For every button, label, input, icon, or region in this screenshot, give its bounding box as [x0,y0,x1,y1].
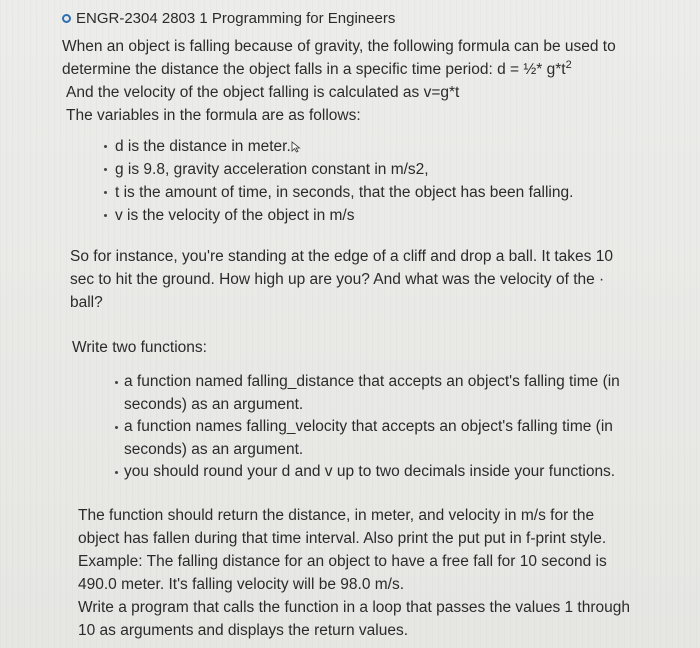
functions-list [62,371,640,484]
list-item: a function names falling_velocity that accepts an object's falling time (in seconds) as an argument. [115,416,640,461]
exponent: 2 [565,58,572,71]
details-line-2: object has fallen during that time interval. Also print the put put in f-print style. [78,529,607,547]
intro-line-3: And the velocity of the object falling is calculated as v=g*t [66,84,460,101]
details-line-4: 490.0 meter. It's falling velocity will be 98.0 m/s. [78,575,405,593]
course-title: ENGR-2304 2803 1 Programming for Engineers [76,10,396,27]
details-line-3: Example: The falling distance for an object to have a free fall for 10 second is [78,552,607,570]
bullet-circle-icon [62,14,71,23]
intro-section [62,35,640,127]
details-line-5: Write a program that calls the function in a loop that passes the values 1 through [78,598,631,616]
scenario-line-3: ball? [70,294,103,311]
details-section [62,504,640,642]
intro-line-1: When an object is falling because of gravity, the following formula can be used to [62,38,616,55]
list-item: you should round your d and v up to two decimals inside your functions. [115,461,640,484]
page-title [62,10,640,27]
scenario-line-1: So for instance, you're standing at the edge of a cliff and drop a ball. It takes 10 [70,248,613,265]
details-line-1: The function should return the distance, in meter, and velocity in m/s for the [78,506,595,524]
task-heading: Write two functions: [72,339,207,356]
mouse-cursor-icon [291,141,303,153]
scenario-line-2: sec to hit the ground. How high up are you? And what was the velocity of the · [70,271,605,288]
variables-list [62,135,640,227]
list-item: d is the distance in meter. [104,135,640,158]
scenario-section [62,245,640,314]
list-item: v is the velocity of the object in m/s [104,204,640,227]
list-item: t is the amount of time, in seconds, that the object has been falling. [104,181,640,204]
list-item: g is 9.8, gravity acceleration constant in m/s2, [104,158,640,181]
details-line-6: 10 as arguments and displays the return values. [78,621,408,639]
list-item: a function named falling_distance that accepts an object's falling time (in seconds) as an argument. [115,371,640,416]
intro-line-4: The variables in the formula are as follows: [66,107,361,124]
intro-line-2: determine the distance the object falls in a specific time period: d = ½* $g*t^2$ [62,58,572,78]
